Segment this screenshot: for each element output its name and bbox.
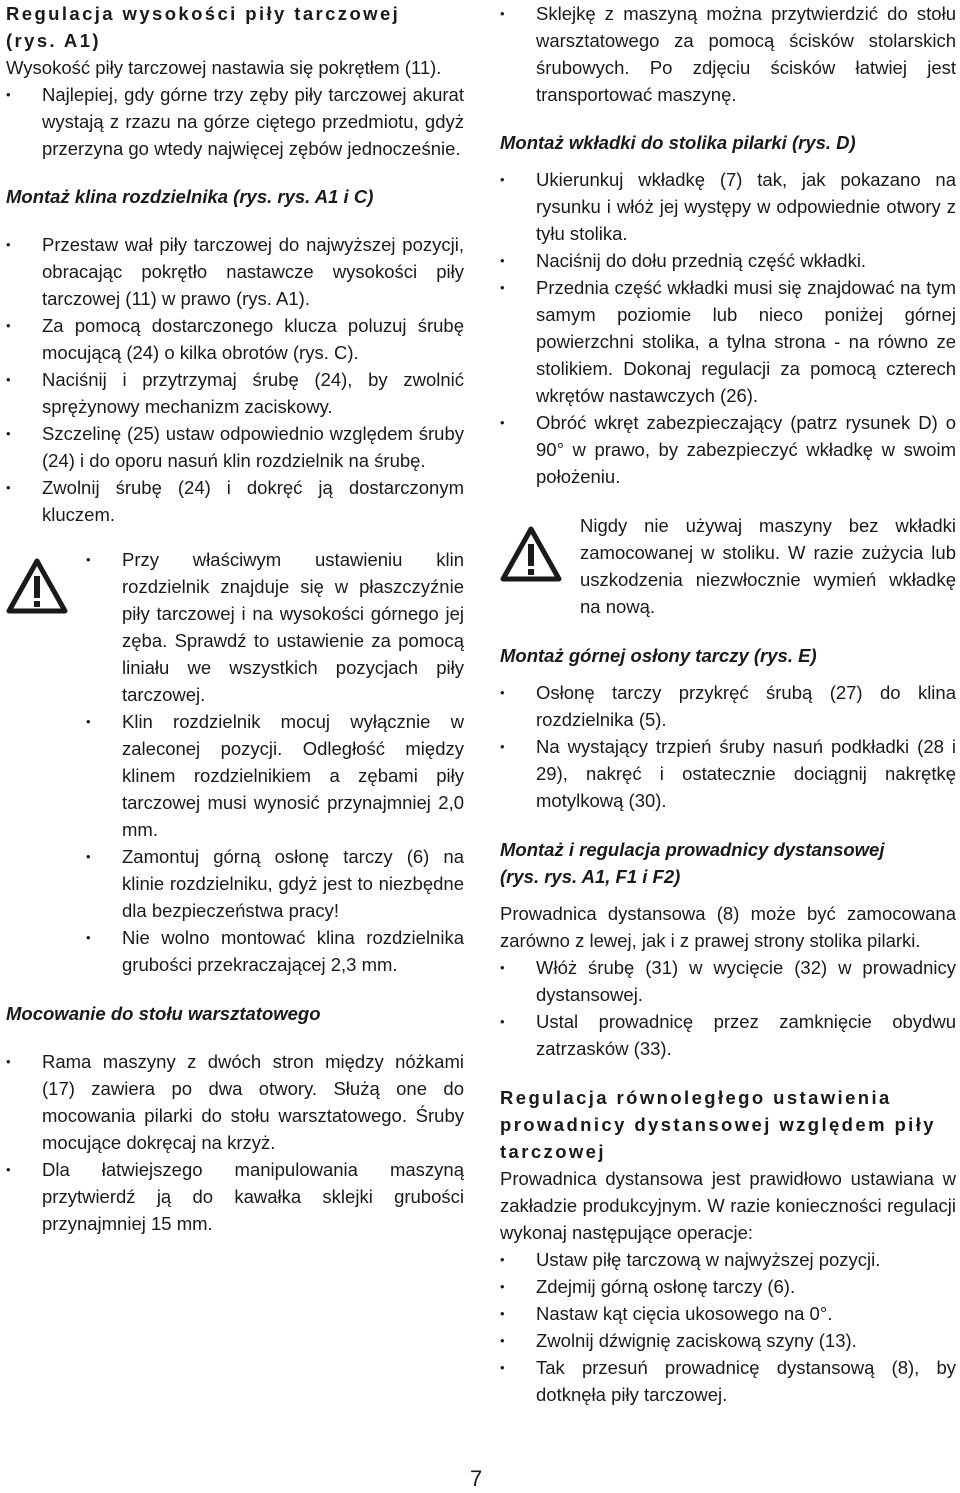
bullet-list	[500, 0, 956, 108]
bullet-list	[500, 166, 956, 490]
list-item: • Włóż śrubę (31) w wycięcie (32) w prowadnicy dystansowej.	[500, 954, 956, 1008]
heading-fence-parallel: Regulacja równoległego ustawienia prowadnicy dystansowej względem piły tarczowej	[500, 1087, 936, 1162]
warning-text: Nigdy nie używaj maszyny bez wkładki zamocowanej w stoliku. W razie zużycia lub uszkodzenia niezwłocznie wymień wkładkę na nową.	[580, 515, 956, 617]
heading-upper-guard: Montaż górnej osłony tarczy (rys. E)	[500, 645, 817, 666]
list-item: • Przednia część wkładki musi się znajdować na tym samym poziomie lub nieco poniżej górnej powierzchni stolika, a tylna strona - na równo ze stolikiem. Dokonaj regulacji za pomocą czterech wkrętów nastawczych (26).	[500, 274, 956, 409]
page-number: 7	[470, 1466, 483, 1491]
list-item: • Osłonę tarczy przykręć śrubą (27) do klina rozdzielnika (5).	[500, 679, 956, 733]
warning-bullet-list	[86, 546, 464, 978]
heading-line: Regulacja wysokości piły tarczowej	[6, 3, 401, 24]
bullet-list	[6, 81, 464, 162]
list-item: • Zdejmij górną osłonę tarczy (6).	[500, 1273, 956, 1300]
list-item: • Dla łatwiejszego manipulowania maszyną przytwierdź ją do kawałka sklejki grubości przynajmniej 15 mm.	[6, 1156, 464, 1237]
list-item: • Szczelinę (25) ustaw odpowiednio względem śruby (24) i do oporu nasuń klin rozdzielnik na śrubę.	[6, 420, 464, 474]
list-item: • Naciśnij do dołu przednią część wkładki.	[500, 247, 956, 274]
list-item: • Ustaw piłę tarczową w najwyższej pozycji.	[500, 1246, 956, 1273]
list-item: • Za pomocą dostarczonego klucza poluzuj śrubę mocującą (24) o kilka obrotów (rys. C).	[6, 312, 464, 366]
right-column	[500, 0, 956, 1408]
list-item: • Na wystający trzpień śruby nasuń podkładki (28 i 29), nakręć i ostatecznie dociągnij nakrętkę motylkową (30).	[500, 733, 956, 814]
heading-line: Montaż i regulacja prowadnicy dystansowej	[500, 839, 885, 860]
list-item: • Nastaw kąt cięcia ukosowego na 0°.	[500, 1300, 956, 1327]
list-item: • Obróć wkręt zabezpieczający (patrz rysunek D) o 90° w prawo, by zabezpieczyć wkładkę w swoim położeniu.	[500, 409, 956, 490]
list-item: • Ustal prowadnicę przez zamknięcie obydwu zatrzasków (33).	[500, 1008, 956, 1062]
list-item: • Zwolnij śrubę (24) i dokręć ją dostarczonym kluczem.	[6, 474, 464, 528]
paragraph: Prowadnica dystansowa (8) może być zamocowana zarówno z lewej, jak i z prawej strony stolika pilarki.	[500, 903, 956, 951]
bullet-list	[500, 679, 956, 814]
bullet-list	[6, 1048, 464, 1237]
warning-block	[500, 512, 956, 620]
heading-workbench-mounting: Mocowanie do stołu warsztatowego	[6, 1003, 321, 1024]
heading-line: (rys. A1)	[6, 30, 101, 51]
heading-riving-knife: Montaż klina rozdzielnika (rys. rys. A1 i C)	[6, 186, 374, 207]
warning-triangle-icon	[500, 526, 562, 582]
list-item: • Klin rozdzielnik mocuj wyłącznie w zaleconej pozycji. Odległość między klinem rozdzielnikiem a zębami piły tarczowej musi wynosić przynajmniej 2,0 mm.	[86, 708, 464, 843]
list-item: • Sklejkę z maszyną można przytwierdzić do stołu warsztatowego za pomocą ścisków stolarskich śrubowych. Po zdjęciu ścisków łatwiej jest transportować maszynę.	[500, 0, 956, 108]
list-item: • Nie wolno montować klina rozdzielnika grubości przekraczającej 2,3 mm.	[86, 924, 464, 978]
bullet-list	[6, 231, 464, 528]
list-item: • Naciśnij i przytrzymaj śrubę (24), by zwolnić sprężynowy mechanizm zaciskowy.	[6, 366, 464, 420]
heading-blade-height	[6, 0, 464, 54]
paragraph: Prowadnica dystansowa jest prawidłowo ustawiana w zakładzie produkcyjnym. W razie konieczności regulacji wykonaj następujące operacje:	[500, 1168, 956, 1243]
list-item: • Przestaw wał piły tarczowej do najwyższej pozycji, obracając pokrętło nastawcze wysokości piły tarczowej (11) w prawo (rys. A1).	[6, 231, 464, 312]
heading-line: (rys. rys. A1, F1 i F2)	[500, 866, 681, 887]
list-item: • Zwolnij dźwignię zaciskową szyny (13).	[500, 1327, 956, 1354]
list-item: • Najlepiej, gdy górne trzy zęby piły tarczowej akurat wystają z rzazu na górze ciętego przedmiotu, gdyż przerzyna go wtedy najwięcej zębów jednocześnie.	[6, 81, 464, 162]
bullet-list	[500, 954, 956, 1062]
list-item: • Przy właściwym ustawieniu klin rozdzielnik znajduje się w płaszczyźnie piły tarczowej i na wysokości górnego jej zęba. Sprawdź to ustawienie za pomocą liniału we wszystkich pozycjach piły tarczowej.	[86, 546, 464, 708]
heading-rip-fence	[500, 836, 956, 890]
list-item: • Rama maszyny z dwóch stron między nóżkami (17) zawiera po dwa otwory. Służą one do mocowania pilarki do stołu warsztatowego. Śruby mocujące dokręcaj na krzyż.	[6, 1048, 464, 1156]
heading-table-insert: Montaż wkładki do stolika pilarki (rys. D)	[500, 132, 856, 153]
list-item: • Zamontuj górną osłonę tarczy (6) na klinie rozdzielniku, gdyż jest to niezbędne dla bezpieczeństwa pracy!	[86, 843, 464, 924]
paragraph: Wysokość piły tarczowej nastawia się pokrętłem (11).	[6, 57, 442, 78]
left-column	[6, 0, 464, 1237]
bullet-list	[500, 1246, 956, 1408]
warning-triangle-icon	[6, 558, 68, 614]
list-item: • Tak przesuń prowadnicę dystansową (8), by dotknęła piły tarczowej.	[500, 1354, 956, 1408]
list-item: • Ukierunkuj wkładkę (7) tak, jak pokazano na rysunku i włóż jej występy w odpowiednie otwory z tyłu stolika.	[500, 166, 956, 247]
warning-block	[6, 546, 464, 978]
